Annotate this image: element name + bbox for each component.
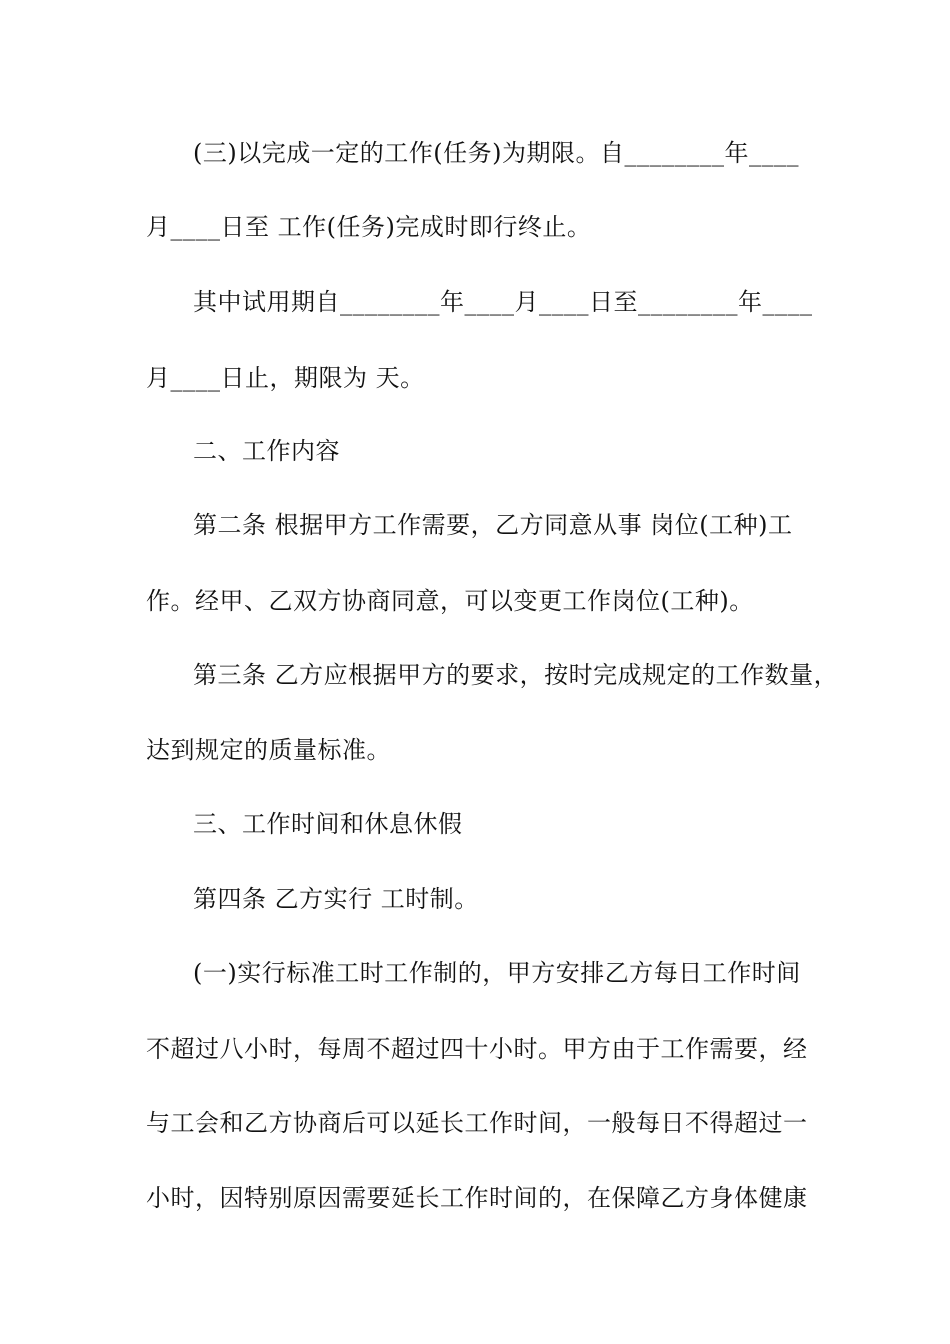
paragraph-line: 作。经甲、乙双方协商同意，可以变更工作岗位(工种)。 bbox=[146, 587, 754, 615]
paragraph-line: 第四条 乙方实行 工时制。 bbox=[193, 885, 479, 913]
paragraph-line: 月____日止，期限为 天。 bbox=[146, 364, 425, 392]
paragraph-line: 月____日至 工作(任务)完成时即行终止。 bbox=[146, 213, 592, 241]
paragraph-line: 达到规定的质量标准。 bbox=[146, 736, 391, 764]
paragraph-line: 与工会和乙方协商后可以延长工作时间，一般每日不得超过一 bbox=[146, 1109, 808, 1137]
paragraph-line: (一)实行标准工时工作制的，甲方安排乙方每日工作时间 bbox=[193, 959, 801, 987]
section-heading: 二、工作内容 bbox=[193, 437, 340, 465]
paragraph-line: 第三条 乙方应根据甲方的要求，按时完成规定的工作数量， bbox=[193, 661, 839, 689]
paragraph-line: 小时，因特别原因需要延长工作时间的，在保障乙方身体健康 bbox=[146, 1184, 808, 1212]
paragraph-line: 第二条 根据甲方工作需要，乙方同意从事 岗位(工种)工 bbox=[193, 511, 793, 539]
paragraph-line: (三)以完成一定的工作(任务)为期限。自________年____ bbox=[193, 139, 799, 167]
section-heading: 三、工作时间和休息休假 bbox=[193, 810, 463, 838]
paragraph-line: 其中试用期自________年____月____日至________年____ bbox=[193, 288, 813, 316]
paragraph-line: 不超过八小时，每周不超过四十小时。甲方由于工作需要，经 bbox=[146, 1035, 808, 1063]
